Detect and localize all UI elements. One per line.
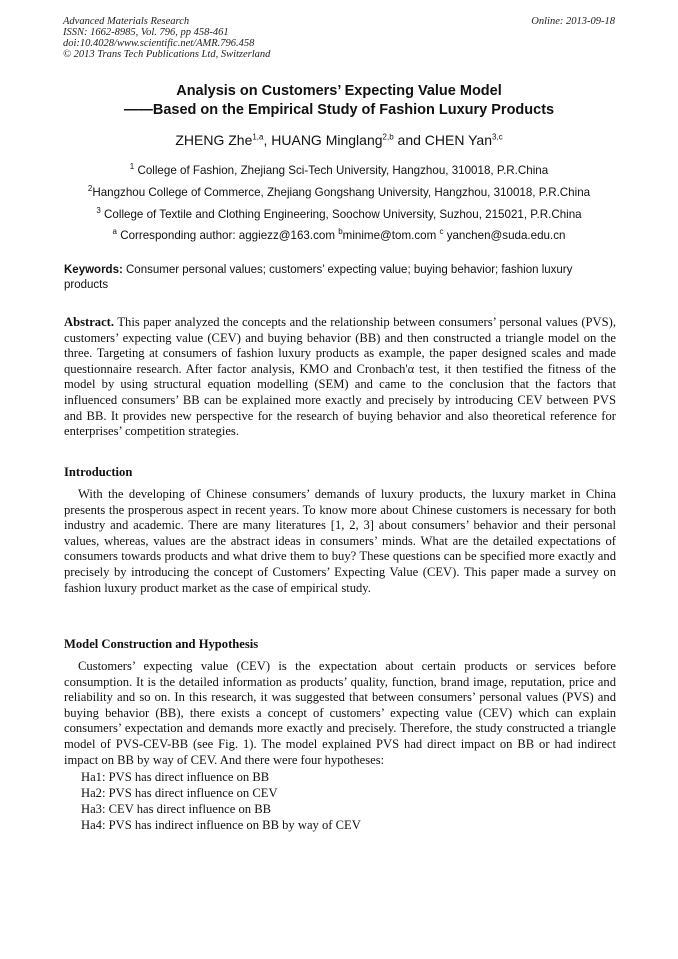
journal-name: Advanced Materials Research	[63, 16, 190, 27]
hypothesis-item: Ha4: PVS has indirect influence on BB by way of CEV	[81, 818, 361, 832]
abstract-label: Abstract.	[64, 315, 115, 329]
affiliation-mark: 2	[87, 184, 93, 194]
affiliation-mark: 1	[129, 162, 135, 172]
issn-line: ISSN: 1662-8985, Vol. 796, pp 458-461	[63, 27, 229, 38]
author-separator: ,	[263, 132, 272, 148]
introduction-paragraph: With the developing of Chinese consumers’ demands of luxury products, the luxury market in China presents the prosperous aspect in recent years. To know more about Chinese customers is necessary for both industry and academic. There are many literatures [1, 2, 3] about consumers’ behavior and their personal values, whereas, values are the abstract ideas in consumers’ minds. What are the detailed expectations of consumers towards products and what drive them to buy? These questions can be specified more exactly and precisely by introducing the concept of Customers’ Expecting Value (CEV). This paper made a survey on fashion luxury product market as the case of empirical study.	[64, 487, 616, 595]
correspondence-mark: a	[112, 227, 117, 237]
keywords-text: Consumer personal values; customers’ expecting value; buying behavior; fashion luxury products	[64, 264, 573, 291]
model-paragraph: Customers’ expecting value (CEV) is the expectation about certain products or services before consumption. It is the detailed information as products’ quality, function, brand image, reputation, price and reliability and so on. In this research, it was suggested that between consumers’ personal values (PVS) and buying behavior (BB), there exists a concept of customers’ expecting value (CEV) which can explain consumers’ expectation and demands more exactly and precisely. Therefore, the study constructed a triangle model of PVS-CEV-BB (see Fig. 1). The model explained PVS had direct impact on BB or had indirect impact on BB by way of CEV. And there were four hypotheses:	[64, 659, 616, 767]
abstract-text: This paper analyzed the concepts and the relationship between consumers’ personal values (PVS), customers’ expecting value (CEV) and buying behavior (BB) and then constructed a triangle model on the three. Targeting at consumers of fashion luxury products as example, the paper designed scales and made questionnaire research. After factor analysis, KMO and Cronbach'α test, it then testified the fitness of the model by using structural equation modelling (SEM) and came to the conclusion that the factors that influenced consumers’ BB can be explained more exactly and precisely by introducing CEV between PVS and BB. It provides new perspective for the research of buying behavior and also theoretical reference for enterprises’ competition strategies.	[64, 315, 616, 439]
hypothesis-item: Ha1: PVS has direct influence on BB	[81, 770, 270, 784]
correspondence-email: minime@tom.com	[342, 229, 440, 242]
copyright-line: © 2013 Trans Tech Publications Ltd, Switzerland	[63, 49, 271, 60]
model-heading: Model Construction and Hypothesis	[64, 637, 259, 651]
affiliation-2	[30, 185, 648, 201]
introduction-heading: Introduction	[64, 465, 133, 479]
author-affiliation-mark: 3,c	[491, 132, 503, 142]
affiliation-mark: 3	[96, 206, 101, 216]
online-date: Online: 2013-09-18	[531, 16, 615, 27]
affiliation-text: College of Fashion, Zhejiang Sci-Tech University, Hangzhou, 310018, P.R.China	[134, 164, 549, 177]
hypothesis-item: Ha3: CEV has direct influence on BB	[81, 802, 272, 816]
author-name: HUANG Minglang	[271, 132, 383, 148]
correspondence-email: yanchen@suda.edu.cn	[443, 229, 566, 242]
correspondence-mark: c	[439, 227, 444, 237]
author-separator: and	[393, 132, 425, 148]
correspondence-line	[40, 228, 638, 244]
correspondence-mark: b	[338, 227, 343, 237]
affiliation-text: College of Textile and Clothing Engineering, Soochow University, Suzhou, 215021, P.R.China	[100, 208, 582, 221]
author-name: CHEN Yan	[424, 132, 492, 148]
correspondence-text: Corresponding author: aggiezz@163.com	[116, 229, 339, 242]
keywords-label: Keywords:	[64, 264, 123, 276]
keywords-block	[64, 263, 616, 293]
author-name: ZHENG Zhe	[175, 132, 253, 148]
abstract-block	[64, 315, 616, 440]
affiliation-3	[40, 207, 638, 223]
hypothesis-item: Ha2: PVS has direct influence on CEV	[81, 786, 278, 800]
author-list	[40, 130, 638, 150]
doi-line[interactable]: doi:10.4028/www.scientific.net/AMR.796.458	[63, 38, 255, 49]
affiliation-1	[40, 163, 638, 179]
paper-title: Analysis on Customers’ Expecting Value Model	[176, 83, 502, 99]
paper-subtitle: ——Based on the Empirical Study of Fashion Luxury Products	[123, 102, 555, 118]
affiliation-text: Hangzhou College of Commerce, Zhejiang Gongshang University, Hangzhou, 310018, P.R.China	[92, 186, 591, 199]
author-affiliation-mark: 1,a	[252, 132, 264, 142]
author-affiliation-mark: 2,b	[382, 132, 394, 142]
journal-header	[63, 16, 270, 60]
